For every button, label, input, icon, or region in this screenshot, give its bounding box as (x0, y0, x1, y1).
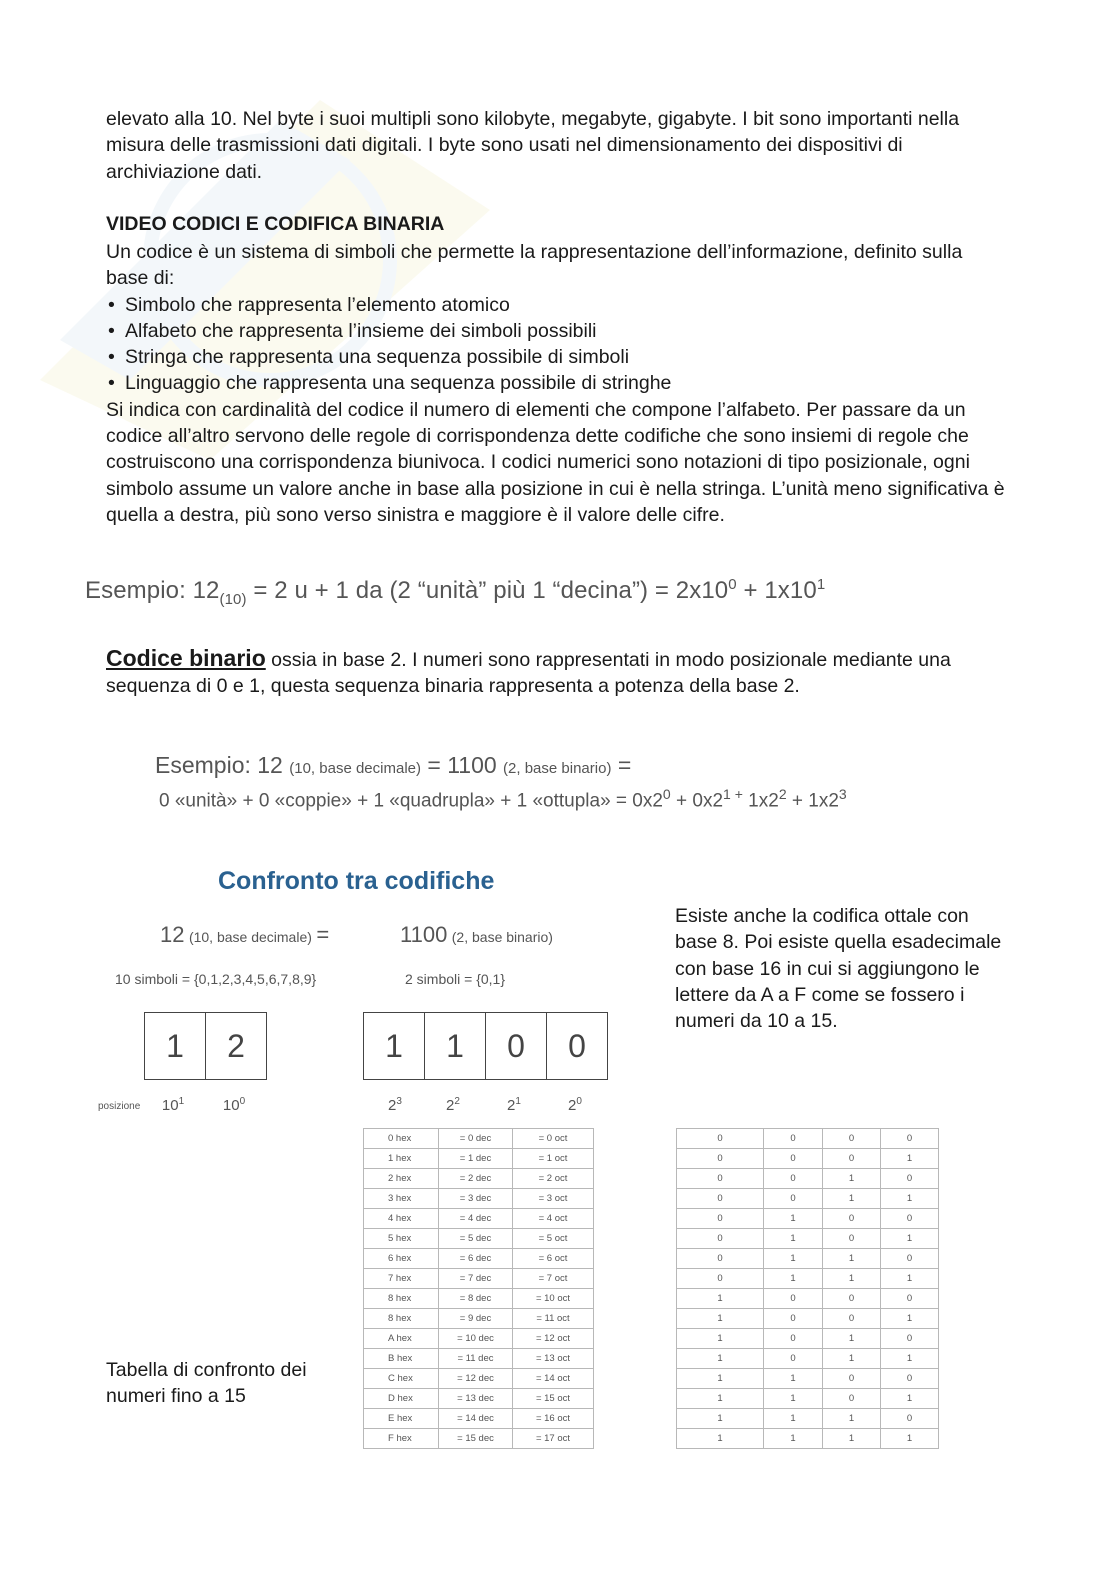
table-row (364, 1209, 594, 1229)
table-cell: 0 (764, 1129, 823, 1149)
table-cell: 1 (764, 1229, 823, 1249)
table-cell: = 5 oct (513, 1229, 594, 1249)
table-cell: 1 (764, 1369, 823, 1389)
table-cell: 0 (764, 1309, 823, 1329)
table-cell: 0 (764, 1329, 823, 1349)
power-label: $10^0$ (222, 1096, 246, 1114)
table-cell: 1 (677, 1389, 764, 1409)
table-cell: 0 (677, 1249, 764, 1269)
table-row (364, 1309, 594, 1329)
power-label: $10^1$ (161, 1096, 185, 1114)
table-row (677, 1349, 939, 1369)
table-row (677, 1169, 939, 1189)
table-cell: 0 (823, 1369, 881, 1389)
table-cell: 4 hex (364, 1209, 439, 1229)
table-cell: 0 (881, 1329, 939, 1349)
table-cell: 0 (823, 1389, 881, 1409)
table-cell: 1 (677, 1309, 764, 1329)
table-cell: 0 (677, 1129, 764, 1149)
table-cell: 1 (677, 1329, 764, 1349)
table-row (364, 1369, 594, 1389)
table-cell: 1 (677, 1289, 764, 1309)
table-cell: 3 hex (364, 1189, 439, 1209)
bullet-icon: • (108, 346, 115, 369)
table-cell: 1 (881, 1189, 939, 1209)
table-row (677, 1229, 939, 1249)
table-cell: = 6 oct (513, 1249, 594, 1269)
table-cell: 1 (823, 1349, 881, 1369)
table-cell: = 8 dec (439, 1289, 513, 1309)
ottale-esadecimale-paragraph: Esiste anche la codifica ottale con base 8. Poi esiste quella esadecimale con base 16 in cui si aggiungono le lettere da A a F come se fossero i numeri da 10 a 15. (675, 905, 1002, 1033)
binary-digit-boxes (363, 1012, 608, 1080)
table-cell: = 13 dec (439, 1389, 513, 1409)
table-cell: 1 (823, 1429, 881, 1449)
table-row (364, 1129, 594, 1149)
table-cell: 1 (764, 1249, 823, 1269)
digit-cell: 1 (425, 1013, 486, 1079)
table-cell: 0 (881, 1369, 939, 1389)
table-cell: 8 hex (364, 1289, 439, 1309)
table-cell: 0 (677, 1229, 764, 1249)
table-cell: 0 (764, 1169, 823, 1189)
table-cell: 8 hex (364, 1309, 439, 1329)
table-row (677, 1389, 939, 1409)
table-cell: = 11 oct (513, 1309, 594, 1329)
table-cell: = 17 oct (513, 1429, 594, 1449)
table-cell: = 14 dec (439, 1409, 513, 1429)
table-cell: F hex (364, 1429, 439, 1449)
power-label: $2^1$ (507, 1096, 521, 1114)
table-cell: 1 (764, 1269, 823, 1289)
table-cell: 1 (823, 1409, 881, 1429)
table-cell: = 5 dec (439, 1229, 513, 1249)
binary-title: Codice binario (106, 645, 266, 671)
table-cell: 7 hex (364, 1269, 439, 1289)
table-row (677, 1429, 939, 1449)
table-cell: D hex (364, 1389, 439, 1409)
power-label: $2^0$ (568, 1096, 582, 1114)
table-cell: = 0 oct (513, 1129, 594, 1149)
section-heading: VIDEO CODICI E CODIFICA BINARIA (106, 213, 445, 235)
table-cell: 1 (764, 1389, 823, 1409)
table-cell: 1 (881, 1229, 939, 1249)
table-row (364, 1289, 594, 1309)
table-cell: 0 (881, 1249, 939, 1269)
table-cell: 0 (823, 1129, 881, 1149)
table-row (364, 1169, 594, 1189)
binary-table (676, 1128, 939, 1449)
table-cell: = 2 oct (513, 1169, 594, 1189)
table-cell: = 3 oct (513, 1189, 594, 1209)
table-row (364, 1269, 594, 1289)
posizione-label: posizione (98, 1101, 141, 1112)
table-cell: = 3 dec (439, 1189, 513, 1209)
table-cell: 0 (764, 1289, 823, 1309)
table-cell: = 15 oct (513, 1389, 594, 1409)
table-cell: 1 (823, 1169, 881, 1189)
table-cell: 0 (677, 1269, 764, 1289)
table-cell: = 12 oct (513, 1329, 594, 1349)
table-cell: 1 (881, 1429, 939, 1449)
table-cell: 0 (764, 1189, 823, 1209)
list-item: • Linguaggio che rappresenta una sequenza possibile di stringhe (106, 370, 1006, 396)
table-cell: 1 (677, 1369, 764, 1389)
codice-intro: Un codice è un sistema di simboli che permette la rappresentazione dell’informazione, definito sulla base di: (106, 241, 963, 290)
binary-number: 1100 (2, base binario) (400, 922, 553, 947)
table-row (364, 1349, 594, 1369)
table-cell: 1 (823, 1189, 881, 1209)
table-row (364, 1149, 594, 1169)
table-row (677, 1269, 939, 1289)
table-row (677, 1189, 939, 1209)
table-cell: = 7 oct (513, 1269, 594, 1289)
table-cell: 0 (881, 1209, 939, 1229)
digit-cell: 2 (227, 1027, 245, 1064)
table-cell: = 14 oct (513, 1369, 594, 1389)
table-cell: 0 (677, 1209, 764, 1229)
digit-cell: 1 (364, 1013, 425, 1079)
table-cell: A hex (364, 1329, 439, 1349)
cardinality-paragraph: Si indica con cardinalità del codice il numero di elementi che compone l’alfabeto. Per passare da un codice all’altro servono delle regole di corrispondenza dette codifiche che sono insiemi di regole che costruiscono una corrispondenza biunivoca. I codici numerici sono notazioni di tipo posizionale, ogni simbolo assume un valore anche in base alla posizione in cui è nella stringa. L’unità meno significativa è quella a destra, più sono verso sinistra e maggiore è il valore delle cifre. (106, 398, 1005, 526)
binary-text: ossia in base 2. I numeri sono rappresentati in modo posizionale mediante una sequenza di 0 e 1, questa sequenza binaria rappresenta a potenza della base 2. (106, 649, 951, 698)
table-row (677, 1309, 939, 1329)
table-cell: 0 hex (364, 1129, 439, 1149)
table-cell: 0 (823, 1149, 881, 1169)
power-label: $2^2$ (446, 1096, 460, 1114)
table-cell: 0 (881, 1409, 939, 1429)
table-cell: 5 hex (364, 1229, 439, 1249)
table-row (364, 1329, 594, 1349)
table-cell: = 4 oct (513, 1209, 594, 1229)
decimal-example: Esempio: $12_{(10)} = 2$ u + 1 da (2 “unità” più 1 “decina”) = $2x10^0 + 1x10^1$ (85, 576, 826, 608)
binary-symbols: 2 simboli = {0,1} (405, 971, 506, 987)
table-cell: 1 (823, 1249, 881, 1269)
table-cell: = 12 dec (439, 1369, 513, 1389)
table-row (677, 1149, 939, 1169)
table-row (364, 1189, 594, 1209)
table-cell: 0 (823, 1209, 881, 1229)
table-row (677, 1409, 939, 1429)
binary-example-line2: 0 «unità» + 0 «coppie» + 1 «quadrupla» + 1 «ottupla» = $0x2^0 + 0x2^1$ + $1x2^2 + 1x2^3$ (159, 786, 847, 812)
table-cell: 0 (677, 1169, 764, 1189)
table-row (677, 1209, 939, 1229)
table-cell: 6 hex (364, 1249, 439, 1269)
digit-cell: 0 (486, 1013, 547, 1079)
table-cell: B hex (364, 1349, 439, 1369)
table-cell: 0 (881, 1129, 939, 1149)
table-cell: 0 (764, 1349, 823, 1369)
table-cell: 0 (677, 1189, 764, 1209)
hex-dec-oct-table (363, 1128, 594, 1449)
table-row (364, 1409, 594, 1429)
table-cell: 2 hex (364, 1169, 439, 1189)
table-cell: 1 (881, 1269, 939, 1289)
table-cell: 1 (881, 1149, 939, 1169)
table-cell: 1 (677, 1429, 764, 1449)
table-cell: = 15 dec (439, 1429, 513, 1449)
power-label: $2^3$ (388, 1096, 402, 1114)
table-cell: 1 (823, 1329, 881, 1349)
table-cell: = 1 oct (513, 1149, 594, 1169)
table-cell: = 6 dec (439, 1249, 513, 1269)
table-cell: = 13 oct (513, 1349, 594, 1369)
table-cell: C hex (364, 1369, 439, 1389)
table-row (364, 1389, 594, 1409)
table-cell: 1 (764, 1429, 823, 1449)
table-cell: 1 (881, 1389, 939, 1409)
table-cell: = 10 dec (439, 1329, 513, 1349)
table-caption: Tabella di confronto dei numeri fino a 15 (106, 1359, 307, 1408)
table-cell: = 9 dec (439, 1309, 513, 1329)
table-row (677, 1369, 939, 1389)
binary-paragraph (106, 645, 1006, 700)
table-cell: 1 (881, 1349, 939, 1369)
table-cell: 1 (764, 1209, 823, 1229)
table-cell: = 4 dec (439, 1209, 513, 1229)
table-cell: 1 (823, 1269, 881, 1289)
table-row (677, 1329, 939, 1349)
table-cell: 0 (881, 1289, 939, 1309)
table-cell: 1 (677, 1349, 764, 1369)
table-cell: 1 (881, 1309, 939, 1329)
table-cell: = 7 dec (439, 1269, 513, 1289)
digit-cell: 0 (568, 1027, 586, 1064)
table-cell: = 11 dec (439, 1349, 513, 1369)
list-item: • Simbolo che rappresenta l’elemento atomico (106, 292, 1006, 318)
decimal-digit-boxes (144, 1012, 267, 1080)
bullet-icon: • (108, 319, 115, 342)
table-cell: = 10 oct (513, 1289, 594, 1309)
codice-block (106, 239, 1006, 528)
table-row (677, 1249, 939, 1269)
table-row (364, 1229, 594, 1249)
confronto-title: Confronto tra codifiche (218, 867, 495, 895)
table-row (364, 1249, 594, 1269)
table-cell: 1 (764, 1409, 823, 1429)
table-cell: 0 (823, 1289, 881, 1309)
table-row (677, 1129, 939, 1149)
table-row (677, 1289, 939, 1309)
table-cell: E hex (364, 1409, 439, 1429)
list-item: • Alfabeto che rappresenta l’insieme dei simboli possibili (106, 318, 1006, 344)
table-cell: 0 (881, 1169, 939, 1189)
table-cell: 1 (677, 1409, 764, 1429)
binary-example-line1: Esempio: 12 (10, base decimale) = 1100 (2, base binario) = (155, 752, 632, 778)
table-cell: = 1 dec (439, 1149, 513, 1169)
table-row (364, 1429, 594, 1449)
intro-paragraph: elevato alla 10. Nel byte i suoi multipli sono kilobyte, megabyte, gigabyte. I bit sono importanti nella misura delle trasmissioni dati digitali. I byte sono usati nel dimensionamento dei dispositivi di archiviazione dati. (106, 108, 960, 183)
table-cell: = 16 oct (513, 1409, 594, 1429)
digit-cell: 1 (145, 1013, 206, 1079)
table-cell: 0 (677, 1149, 764, 1169)
table-cell: 0 (764, 1149, 823, 1169)
table-cell: 0 (823, 1309, 881, 1329)
list-item: • Stringa che rappresenta una sequenza possibile di simboli (106, 344, 1006, 370)
table-cell: = 2 dec (439, 1169, 513, 1189)
decimal-number: 12 (10, base decimale) = (160, 922, 330, 947)
decimal-symbols: 10 simboli = {0,1,2,3,4,5,6,7,8,9} (115, 971, 317, 987)
table-cell: 1 hex (364, 1149, 439, 1169)
table-cell: = 0 dec (439, 1129, 513, 1149)
bullet-icon: • (108, 293, 115, 316)
bullet-icon: • (108, 372, 115, 395)
table-cell: 0 (823, 1229, 881, 1249)
codice-bullet-list (106, 292, 1006, 397)
